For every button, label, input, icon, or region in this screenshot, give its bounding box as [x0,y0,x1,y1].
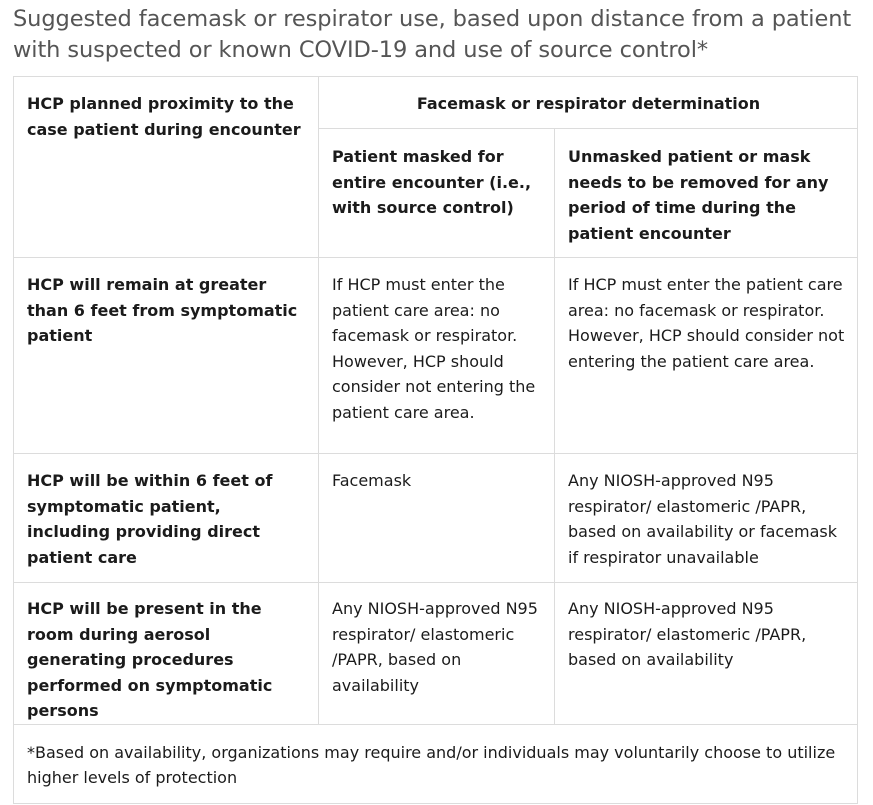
footnote: *Based on availability, organizations may require and/or individuals may voluntarily choose to utilize higher levels of protection [14,724,858,803]
page-title: Suggested facemask or respirator use, based upon distance from a patient with suspected or known COVID-19 and use of source control* [13,6,852,63]
row-proximity: HCP will remain at greater than 6 feet from symptomatic patient [14,258,319,454]
header-row [14,77,858,129]
table-row [14,258,858,454]
table-row [14,583,858,725]
row-unmasked: If HCP must enter the patient care area: no facemask or respirator. However, HCP should consider not entering the patient care area. [555,258,858,454]
header-masked: Patient masked for entire encounter (i.e., with source control) [319,129,555,258]
row-unmasked: Any NIOSH-approved N95 respirator/ elastomeric /PAPR, based on availability or facemask if respirator unavailable [555,454,858,583]
row-unmasked: Any NIOSH-approved N95 respirator/ elastomeric /PAPR, based on availability [555,583,858,725]
footnote-row [14,724,858,803]
header-determination: Facemask or respirator determination [319,77,858,129]
row-masked: Any NIOSH-approved N95 respirator/ elastomeric /PAPR, based on availability [319,583,555,725]
row-masked: If HCP must enter the patient care area: no facemask or respirator. However, HCP should consider not entering the patient care area. [319,258,555,454]
row-proximity: HCP will be present in the room during aerosol generating procedures performed on symptomatic persons [14,583,319,725]
row-masked: Facemask [319,454,555,583]
header-proximity: HCP planned proximity to the case patient during encounter [14,77,319,258]
header-unmasked: Unmasked patient or mask needs to be removed for any period of time during the patient encounter [555,129,858,258]
facemask-guidance-table [13,76,858,804]
table-row [14,454,858,583]
row-proximity: HCP will be within 6 feet of symptomatic patient, including providing direct patient care [14,454,319,583]
